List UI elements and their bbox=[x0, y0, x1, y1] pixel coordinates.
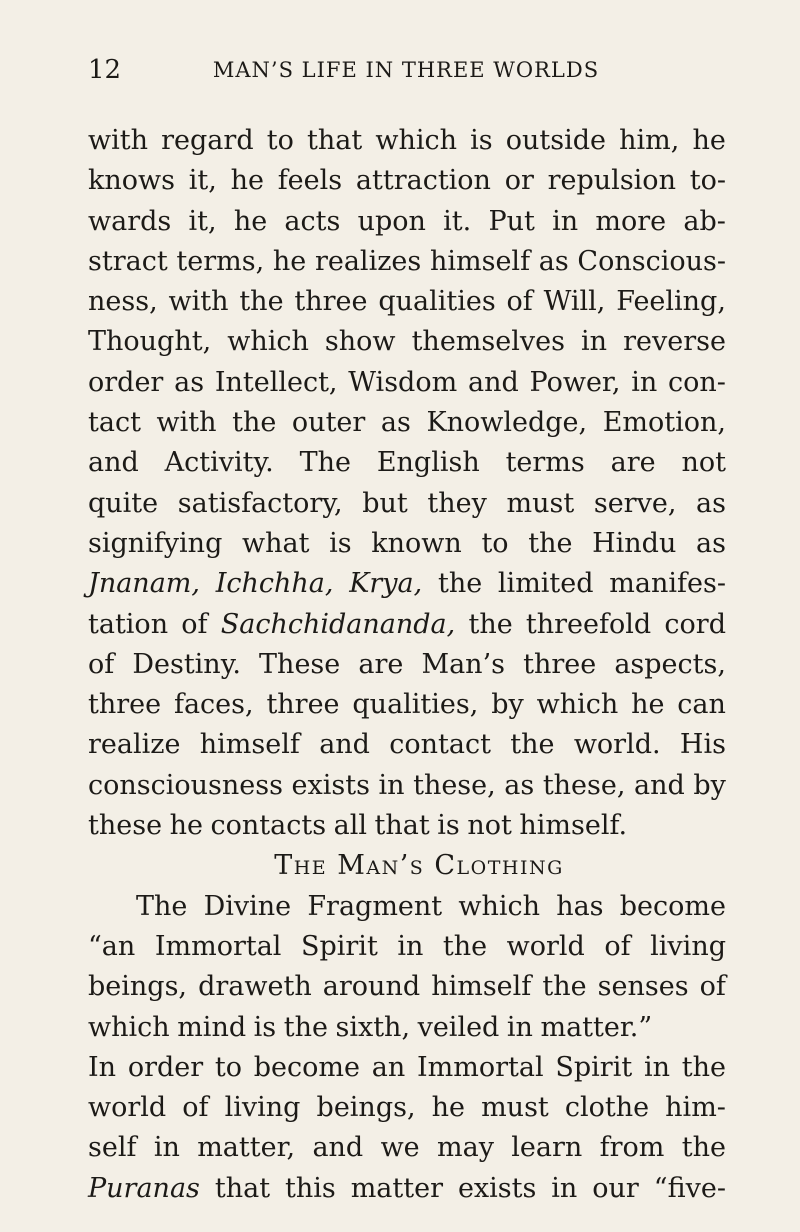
word: known bbox=[371, 527, 462, 559]
word: satisfactory, bbox=[177, 487, 343, 519]
word: world bbox=[88, 1092, 167, 1124]
word: to- bbox=[689, 165, 726, 197]
word: around bbox=[322, 971, 421, 1003]
text-line bbox=[88, 322, 726, 362]
text-line bbox=[88, 121, 726, 161]
word: veiled bbox=[417, 1011, 500, 1043]
text-line bbox=[88, 887, 726, 927]
page-header bbox=[88, 52, 724, 88]
word: to bbox=[266, 125, 294, 156]
text-line bbox=[88, 242, 726, 282]
word: which bbox=[536, 689, 619, 721]
text-line bbox=[88, 645, 726, 685]
text-line bbox=[88, 685, 726, 725]
word: Intellect, bbox=[214, 366, 338, 398]
word: these, bbox=[413, 769, 496, 801]
word: he bbox=[692, 125, 726, 156]
word: These bbox=[259, 648, 341, 680]
word: limited bbox=[497, 568, 594, 600]
word: in bbox=[581, 326, 608, 358]
word: Puranas bbox=[88, 1172, 200, 1204]
word: Feeling, bbox=[616, 286, 726, 318]
word: outside bbox=[505, 125, 607, 156]
text-line bbox=[88, 564, 726, 604]
word: self bbox=[88, 1132, 137, 1164]
word: Jnanam, bbox=[88, 568, 200, 600]
word: which bbox=[458, 890, 540, 922]
word: Sachchidananda, bbox=[220, 608, 456, 640]
word: this bbox=[285, 1172, 336, 1204]
word: that bbox=[307, 125, 363, 156]
word: outer bbox=[291, 407, 366, 439]
word: consciousness bbox=[88, 769, 283, 801]
word: they bbox=[427, 487, 487, 519]
word: an bbox=[371, 1051, 406, 1083]
text-line bbox=[88, 1128, 726, 1168]
text-line bbox=[88, 725, 726, 765]
word: contact bbox=[389, 729, 491, 761]
word: is bbox=[470, 125, 493, 156]
word: mind bbox=[177, 1011, 247, 1043]
word: and bbox=[312, 1132, 364, 1164]
word: upon bbox=[357, 205, 426, 237]
word: exists bbox=[457, 1172, 537, 1204]
text-line bbox=[88, 484, 726, 524]
text-line bbox=[88, 806, 726, 846]
word: himself bbox=[199, 729, 300, 761]
text-line bbox=[88, 524, 726, 564]
text-line bbox=[88, 766, 726, 806]
word: by bbox=[491, 689, 524, 721]
word: matter.” bbox=[540, 1011, 653, 1043]
word: aspects, bbox=[614, 648, 726, 680]
word: he bbox=[431, 1092, 465, 1124]
word: more bbox=[595, 205, 667, 237]
word: to bbox=[214, 1051, 243, 1083]
word: regard bbox=[161, 125, 254, 156]
word: In bbox=[88, 1051, 117, 1083]
word: of bbox=[699, 971, 726, 1003]
word: the bbox=[437, 568, 483, 600]
word: world. bbox=[573, 729, 661, 761]
word: from bbox=[599, 1132, 665, 1164]
word: it, bbox=[188, 165, 217, 197]
word: manifes- bbox=[609, 568, 726, 600]
word: by bbox=[693, 769, 726, 801]
word: but bbox=[362, 487, 408, 519]
word: Spirit bbox=[555, 1051, 633, 1083]
word: Hindu bbox=[592, 527, 677, 559]
word: Immortal bbox=[417, 1051, 544, 1083]
word: that bbox=[214, 1172, 271, 1204]
word: and bbox=[634, 769, 685, 801]
section-heading: The Man’s Clothing bbox=[274, 850, 564, 882]
body-text bbox=[88, 121, 726, 1209]
word: as bbox=[380, 407, 411, 439]
word: of bbox=[604, 930, 631, 962]
word: clothe bbox=[564, 1092, 650, 1124]
text-line bbox=[88, 443, 726, 483]
word: of bbox=[88, 648, 115, 680]
word: contacts bbox=[210, 810, 327, 842]
word: in bbox=[643, 1051, 670, 1083]
word: the bbox=[283, 1011, 328, 1043]
word: in bbox=[506, 1011, 533, 1043]
word: realize bbox=[88, 729, 181, 761]
word: or bbox=[504, 165, 534, 197]
word: can bbox=[677, 689, 726, 721]
word: all bbox=[333, 810, 367, 842]
word: His bbox=[679, 729, 726, 761]
word: which bbox=[88, 1011, 170, 1043]
word: stract bbox=[88, 245, 168, 277]
word: in bbox=[552, 205, 579, 237]
word: Activity. bbox=[164, 447, 274, 479]
word: ab- bbox=[683, 205, 726, 237]
word: terms, bbox=[176, 245, 265, 277]
word: knows bbox=[88, 165, 175, 197]
word: order bbox=[127, 1051, 204, 1083]
text-line bbox=[88, 403, 726, 443]
word: Emotion, bbox=[602, 407, 726, 439]
word: the bbox=[468, 608, 513, 640]
word: the bbox=[542, 971, 587, 1003]
word: qualities bbox=[378, 286, 496, 318]
word: it. bbox=[443, 205, 472, 237]
word: faces, bbox=[173, 689, 254, 721]
word: in bbox=[378, 769, 405, 801]
word: matter, bbox=[197, 1132, 296, 1164]
word: he bbox=[272, 245, 307, 277]
word: Fragment bbox=[307, 890, 443, 922]
word: himself bbox=[431, 971, 532, 1003]
word: matter bbox=[350, 1172, 443, 1204]
word: Krya, bbox=[349, 568, 423, 600]
word: is bbox=[329, 527, 352, 559]
word: The bbox=[136, 890, 188, 922]
word: him, bbox=[619, 125, 680, 156]
word: Spirit bbox=[300, 930, 378, 962]
word: senses bbox=[597, 971, 689, 1003]
word: realizes bbox=[314, 245, 422, 277]
word: learn bbox=[511, 1132, 583, 1164]
word: living bbox=[650, 930, 726, 962]
word: quite bbox=[88, 487, 159, 519]
word: wards bbox=[88, 205, 172, 237]
word: with bbox=[156, 407, 217, 439]
text-line bbox=[88, 282, 726, 322]
word: he bbox=[169, 810, 203, 842]
word: Divine bbox=[203, 890, 292, 922]
word: not bbox=[681, 447, 726, 479]
word: acts bbox=[284, 205, 341, 237]
word: Power, bbox=[529, 366, 621, 398]
word: which bbox=[375, 125, 457, 156]
word: in bbox=[551, 1172, 578, 1204]
word: repulsion bbox=[547, 165, 676, 197]
word: that bbox=[374, 810, 430, 842]
word: we bbox=[380, 1132, 420, 1164]
word: order bbox=[88, 366, 164, 398]
text-line bbox=[88, 202, 726, 242]
word: must bbox=[506, 487, 575, 519]
word: Wisdom bbox=[348, 366, 458, 398]
word: in bbox=[631, 366, 658, 398]
word: become bbox=[619, 890, 726, 922]
word: sixth, bbox=[335, 1011, 411, 1043]
word: Thought, bbox=[88, 326, 212, 358]
text-line bbox=[88, 363, 726, 403]
word: and bbox=[319, 729, 370, 761]
word: he bbox=[631, 689, 665, 721]
word: world bbox=[506, 930, 585, 962]
word: qualities, bbox=[352, 689, 479, 721]
word: reverse bbox=[623, 326, 726, 358]
word: with bbox=[88, 125, 148, 156]
word: living bbox=[224, 1092, 301, 1124]
word: has bbox=[556, 890, 604, 922]
running-title: MAN’S LIFE IN THREE WORLDS bbox=[212, 58, 600, 82]
word: as bbox=[538, 245, 569, 277]
word: he bbox=[233, 205, 268, 237]
word: Will, bbox=[543, 286, 606, 318]
word: as bbox=[504, 769, 535, 801]
text-line bbox=[88, 1169, 726, 1209]
word: Man’s bbox=[421, 648, 506, 680]
word: threefold bbox=[525, 608, 652, 640]
word: three bbox=[294, 286, 368, 318]
word: he bbox=[230, 165, 264, 197]
word: and bbox=[467, 366, 519, 398]
word: our bbox=[592, 1172, 639, 1204]
word: become bbox=[253, 1051, 360, 1083]
word: the bbox=[232, 407, 277, 439]
word: in bbox=[397, 930, 424, 962]
word: is bbox=[437, 810, 460, 842]
word: is bbox=[253, 1011, 277, 1043]
word: con- bbox=[668, 366, 726, 398]
word: serve, bbox=[593, 487, 677, 519]
word: of bbox=[181, 608, 208, 640]
word: of bbox=[506, 286, 533, 318]
word: signifying bbox=[88, 527, 223, 559]
word: himself bbox=[429, 245, 531, 277]
word: three bbox=[88, 689, 162, 721]
text-line bbox=[88, 1008, 726, 1048]
word: exists bbox=[291, 769, 370, 801]
word: these bbox=[88, 810, 163, 842]
word: not bbox=[467, 810, 512, 842]
text-line bbox=[88, 1048, 726, 1088]
text-line bbox=[88, 1088, 726, 1128]
word: Ichchha, bbox=[215, 568, 334, 600]
word: as bbox=[174, 366, 205, 398]
text-line bbox=[88, 605, 726, 645]
word: the bbox=[681, 1051, 726, 1083]
word: English bbox=[376, 447, 480, 479]
word: to bbox=[481, 527, 509, 559]
word: tation bbox=[88, 608, 169, 640]
word: attraction bbox=[355, 165, 491, 197]
paragraph-clothing bbox=[88, 887, 726, 1209]
text-line bbox=[88, 161, 726, 201]
word: the bbox=[239, 286, 284, 318]
word: of bbox=[182, 1092, 209, 1124]
word: “five- bbox=[653, 1172, 726, 1204]
word: may bbox=[437, 1132, 494, 1164]
word: what bbox=[242, 527, 310, 559]
word: the bbox=[510, 729, 555, 761]
word: himself. bbox=[519, 810, 628, 842]
word: “an bbox=[88, 930, 136, 962]
text-line bbox=[88, 927, 726, 967]
word: Knowledge, bbox=[426, 407, 588, 439]
word: draweth bbox=[198, 971, 312, 1003]
word: show bbox=[324, 326, 396, 358]
word: The bbox=[299, 447, 351, 479]
word: themselves bbox=[411, 326, 565, 358]
word: the bbox=[528, 527, 573, 559]
page-number: 12 bbox=[88, 55, 122, 85]
word: and bbox=[88, 447, 139, 479]
text-line bbox=[88, 967, 726, 1007]
word: Conscious- bbox=[577, 245, 726, 277]
word: must bbox=[481, 1092, 549, 1124]
paragraph-consciousness bbox=[88, 121, 726, 846]
word: Put bbox=[488, 205, 535, 237]
word: tact bbox=[88, 407, 141, 439]
word: three bbox=[266, 689, 340, 721]
word: it, bbox=[188, 205, 217, 237]
word: Immortal bbox=[154, 930, 282, 962]
word: as bbox=[696, 527, 726, 559]
word: him- bbox=[665, 1092, 726, 1124]
word: Destiny. bbox=[132, 648, 241, 680]
word: with bbox=[168, 286, 229, 318]
word: cord bbox=[664, 608, 726, 640]
word: which bbox=[227, 326, 309, 358]
word: feels bbox=[277, 165, 343, 197]
word: beings, bbox=[88, 971, 188, 1003]
word: as bbox=[696, 487, 726, 519]
word: these, bbox=[542, 769, 626, 801]
word: the bbox=[681, 1132, 726, 1164]
word: beings, bbox=[316, 1092, 416, 1124]
word: ness, bbox=[88, 286, 158, 318]
word: are bbox=[358, 648, 404, 680]
word: in bbox=[153, 1132, 180, 1164]
word: terms bbox=[505, 447, 585, 479]
word: are bbox=[610, 447, 656, 479]
word: three bbox=[523, 648, 597, 680]
word: the bbox=[442, 930, 488, 962]
